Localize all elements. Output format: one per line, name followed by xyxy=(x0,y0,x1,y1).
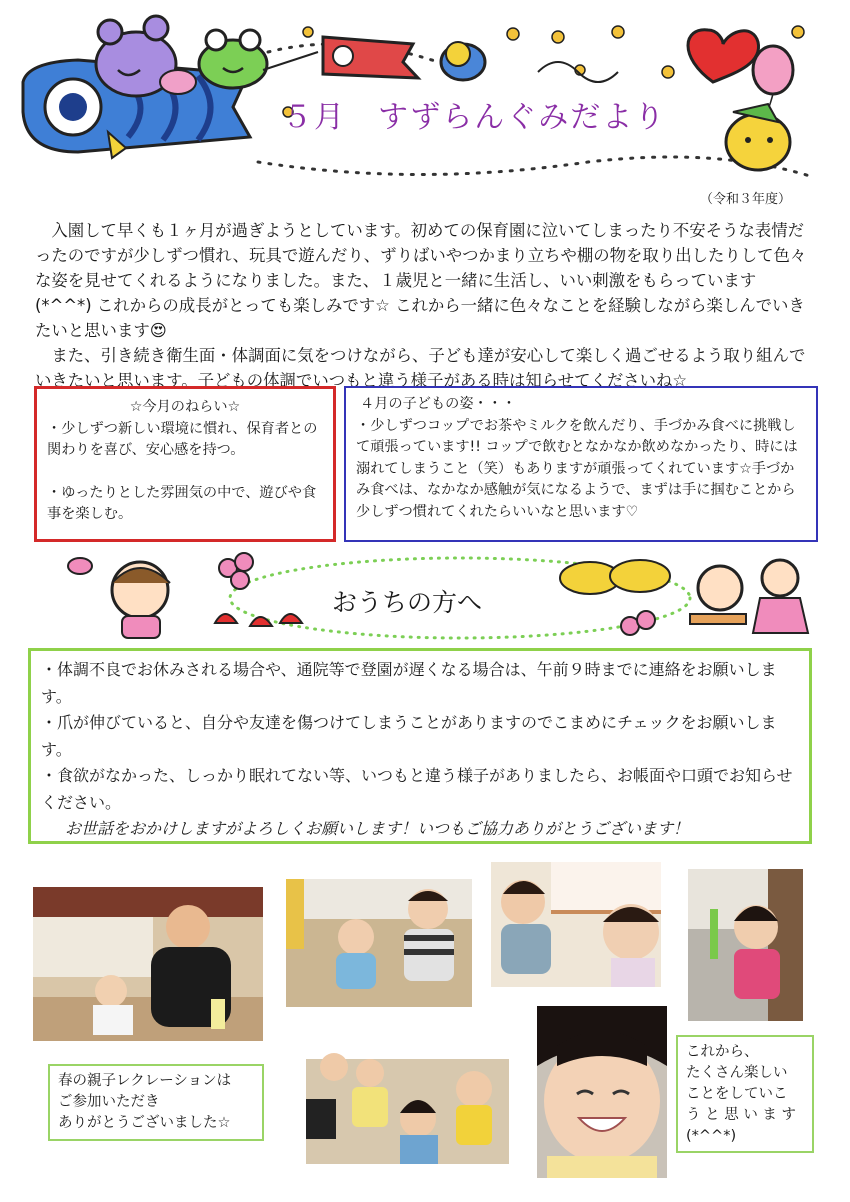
caption-line: たくさん楽しい xyxy=(686,1065,788,1081)
caption-line: 春の親子レクレーションは xyxy=(58,1073,232,1089)
april-heading: ４月の子どもの姿・・・ xyxy=(360,396,517,412)
mouse-icon xyxy=(96,16,196,96)
monthly-aims-heading: ☆今月のねらい☆ xyxy=(129,399,241,415)
page-title: ５月 すずらんぐみだより xyxy=(282,100,667,135)
photo-children-playing xyxy=(286,879,472,1007)
photo-child-standing xyxy=(688,869,803,1021)
caption-line: (*^^*) xyxy=(686,1128,737,1144)
intro-paragraph-1: 入園して早くも１ヶ月が過ぎようとしています。初めての保育園に泣いてしまったり不安そうな表情だったのですが少しずつ慣れ、玩具で遊んだり、ずりばいやつかまり立ちや棚の物を取り出したりして色々な姿を見せてくれるようになりました。また、１歳児と一緒に生活し、いい刺激をもらっています(*^^*) これからの成長がとっても楽しみです☆ これから一緒に色々なことを経験しながら楽しんでいきたいと思います😍 xyxy=(35,221,807,340)
small-carp-icon xyxy=(323,37,418,78)
chick-icon xyxy=(726,104,790,170)
caption-line: ありがとうございました☆ xyxy=(58,1115,231,1131)
frog-icon xyxy=(199,30,318,88)
home-note-1: ・体調不良でお休みされる場合や、通院等で登園が遅くなる場合は、午前９時までに連絡をお願いします。 xyxy=(41,660,777,706)
photo-group-of-children xyxy=(306,1029,509,1164)
home-note-3: ・食欲がなかった、しっかり眠れてない等、いつもと違う様子がありましたら、お帳面や口頭でお知らせください。 xyxy=(41,766,793,812)
caption-line: これから、 xyxy=(686,1044,759,1060)
intro-paragraph-2: また、引き続き衛生面・体調面に気をつけながら、子ども達が安心して楽しく過ごせるよう取り組んでいきたいと思います。子どもの体調でいつもと違う様子がある時は知らせてくださいね☆ xyxy=(35,346,806,390)
year-label: （令和３年度） xyxy=(700,192,792,207)
caption-looking-forward xyxy=(676,1035,814,1153)
intro-text xyxy=(35,218,810,393)
home-notes-box xyxy=(28,648,812,844)
home-note-2: ・爪が伸びていると、自分や友達を傷つけてしまうことがありますのでこまめにチェックをお願いします。 xyxy=(41,713,777,759)
monthly-aims-box xyxy=(34,386,336,542)
monthly-aim-1: ・少しずつ新しい環境に慣れ、保育者との関わりを喜び、安心感を持つ。 xyxy=(47,420,318,458)
april-body: ・少しずつコップでお茶やミルクを飲んだり、手づかみ食べに挑戦して頑張っています!! コップで飲むとなかなか飲めなかったり、時には溺れてしまうこと（笑）もありますが頑張ってくれています☆手づかみ食べは、なかなか感触が気になるようで、まずは手に掴むことから少しずつ慣れてくれたらいいなと思います♡ xyxy=(356,417,798,520)
caption-line: ご参加いただき xyxy=(58,1094,160,1110)
caption-parent-recreation xyxy=(48,1064,264,1141)
toddler-icon xyxy=(112,562,170,638)
parent-baby-icon xyxy=(690,560,808,633)
caption-line: う と 思 い ま す xyxy=(686,1107,797,1123)
bird-icon xyxy=(441,42,485,80)
monthly-aim-2: ・ゆったりとした雰囲気の中で、遊びや食事を楽しむ。 xyxy=(47,484,317,522)
home-section-heading: おうちの方へ xyxy=(332,588,483,617)
photo-smiling-child xyxy=(537,1006,667,1178)
april-children-box xyxy=(344,386,818,542)
photo-father-and-child xyxy=(33,887,263,1041)
home-closing: お世話をおかけしますがよろしくお願いします！いつもご協力ありがとうございます！ xyxy=(65,819,690,838)
photo-child-at-shelf xyxy=(491,862,661,987)
caption-line: ことをしていこ xyxy=(686,1086,788,1102)
